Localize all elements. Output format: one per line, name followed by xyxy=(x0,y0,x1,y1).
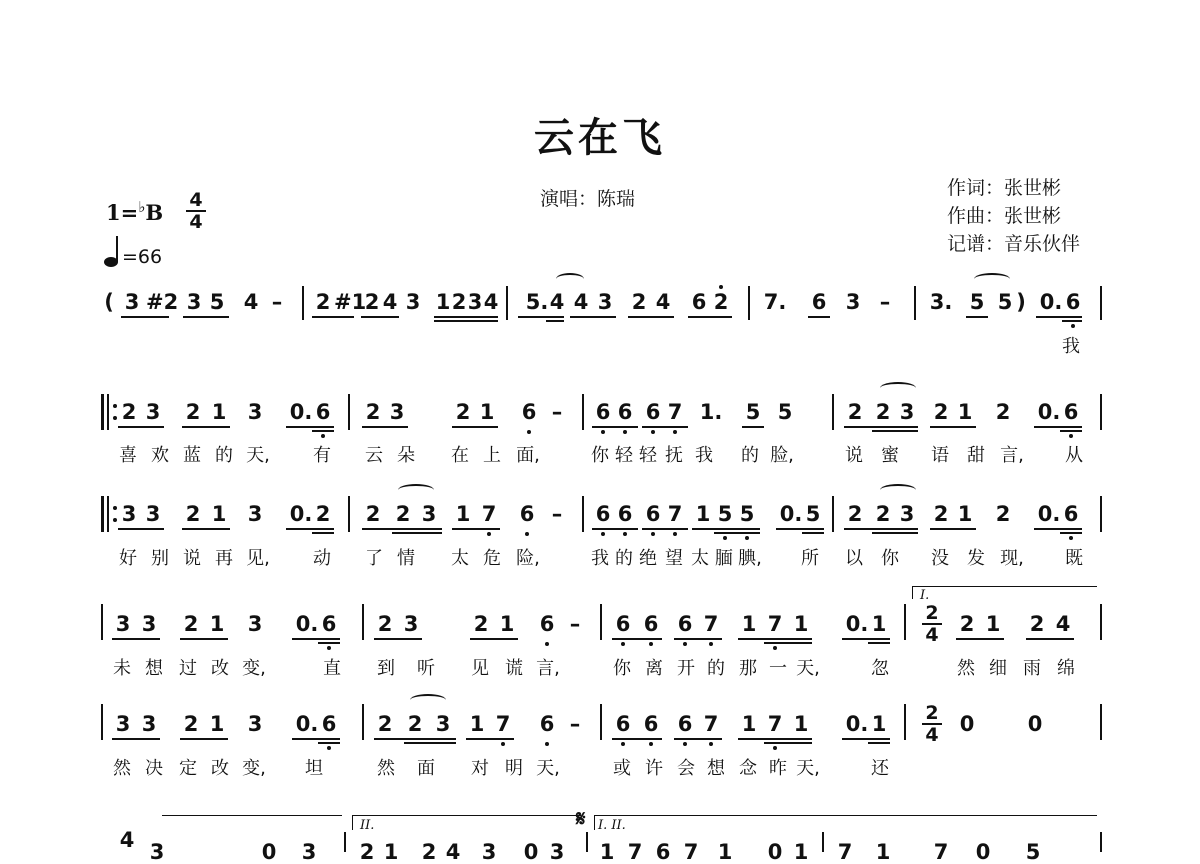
volta-second-label: II. xyxy=(360,818,375,833)
quarter-note-icon xyxy=(104,234,122,273)
lyric-line-1: 我 xyxy=(1062,336,1080,357)
singer-credit: 演唱：陈瑞 xyxy=(540,188,636,210)
volta-first-label: I. xyxy=(920,588,930,603)
volta-second-ending xyxy=(352,815,581,830)
tempo-marking: =66 xyxy=(122,246,163,268)
time-signature: 4 4 xyxy=(186,191,206,231)
transcriber-credit: 记谱：音乐伙伴 xyxy=(947,233,1081,255)
segno-icon: 𝄋 xyxy=(576,806,586,832)
meter-change-2-4: 2 4 xyxy=(922,604,942,644)
volta-first-ending xyxy=(912,586,1097,599)
volta-first-second-ending xyxy=(594,815,1097,830)
composer-credit: 作曲：张世彬 xyxy=(947,205,1062,227)
meter-change-2-4-second: 2 4 xyxy=(922,704,942,744)
key-signature: 1=♭B xyxy=(106,198,164,225)
song-title: 云在飞 xyxy=(534,114,666,161)
lyricist-credit: 作词：张世彬 xyxy=(947,177,1062,199)
volta-first-second-label: I. II. xyxy=(598,818,626,833)
